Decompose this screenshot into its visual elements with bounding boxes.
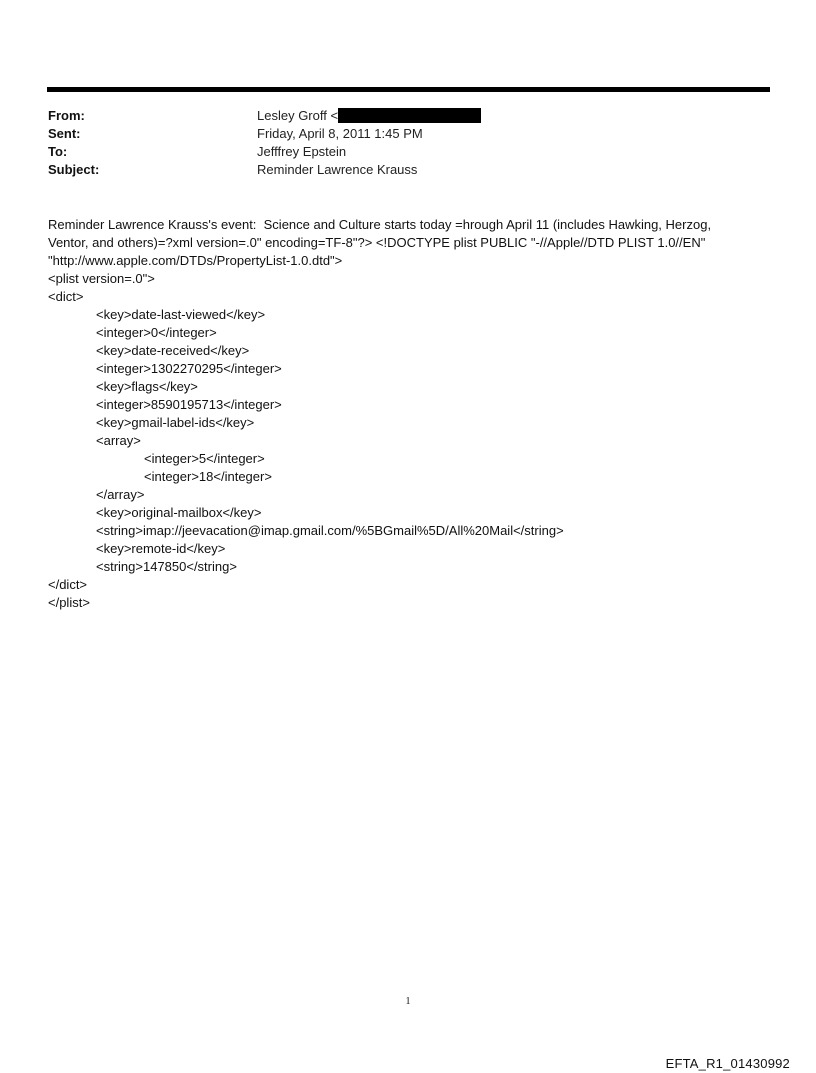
plist-open: <plist version=.0"> [48,271,155,286]
header-rule [47,87,770,92]
sent-value: Friday, April 8, 2011 1:45 PM [257,126,423,141]
plist-value: <string>147850</string> [96,559,237,574]
from-name: Lesley Groff < [257,108,339,123]
plist-key: <key>remote-id</key> [96,541,226,556]
dict-open: <dict> [48,289,84,304]
email-body [48,216,768,612]
body-line: "http://www.apple.com/DTDs/PropertyList-1.0.dtd"> [48,253,343,268]
array-open: <array> [96,433,141,448]
sent-label: Sent: [48,126,81,141]
subject-value: Reminder Lawrence Krauss [257,162,418,177]
from-value [257,107,768,125]
array-item: <integer>5</integer> [144,451,265,466]
array-close: </array> [96,487,145,502]
to-value: Jefffrey Epstein [257,144,347,159]
plist-key: <key>date-last-viewed</key> [96,307,266,322]
body-line: Ventor, and others)=?xml version=.0" encoding=TF-8"?> <!DOCTYPE plist PUBLIC "-//Apple//DTD PLIST 1.0//EN" [48,235,706,250]
plist-value: <integer>1302270295</integer> [96,361,282,376]
redaction-box [338,108,481,123]
plist-key: <key>original-mailbox</key> [96,505,262,520]
document-id: EFTA_R1_01430992 [665,1056,790,1071]
array-item: <integer>18</integer> [144,469,272,484]
dict-close: </dict> [48,577,88,592]
plist-key: <key>gmail-label-ids</key> [96,415,255,430]
plist-value: <integer>0</integer> [96,325,217,340]
body-line: Reminder Lawrence Krauss's event: Science and Culture starts today =hrough April 11 (includes Hawking, Herzog, [48,217,712,232]
page-number: 1 [405,996,411,1007]
plist-close: </plist> [48,595,90,610]
to-label: To: [48,144,68,159]
email-header [48,107,768,179]
plist-key: <key>flags</key> [96,379,198,394]
sent-row [48,125,768,143]
plist-value: <string>imap://jeevacation@imap.gmail.com/%5BGmail%5D/All%20Mail</string> [96,523,564,538]
subject-row [48,161,768,179]
to-row [48,143,768,161]
from-row [48,107,768,125]
plist-key: <key>date-received</key> [96,343,250,358]
plist-value: <integer>8590195713</integer> [96,397,282,412]
from-label: From: [48,108,85,123]
subject-label: Subject: [48,162,100,177]
